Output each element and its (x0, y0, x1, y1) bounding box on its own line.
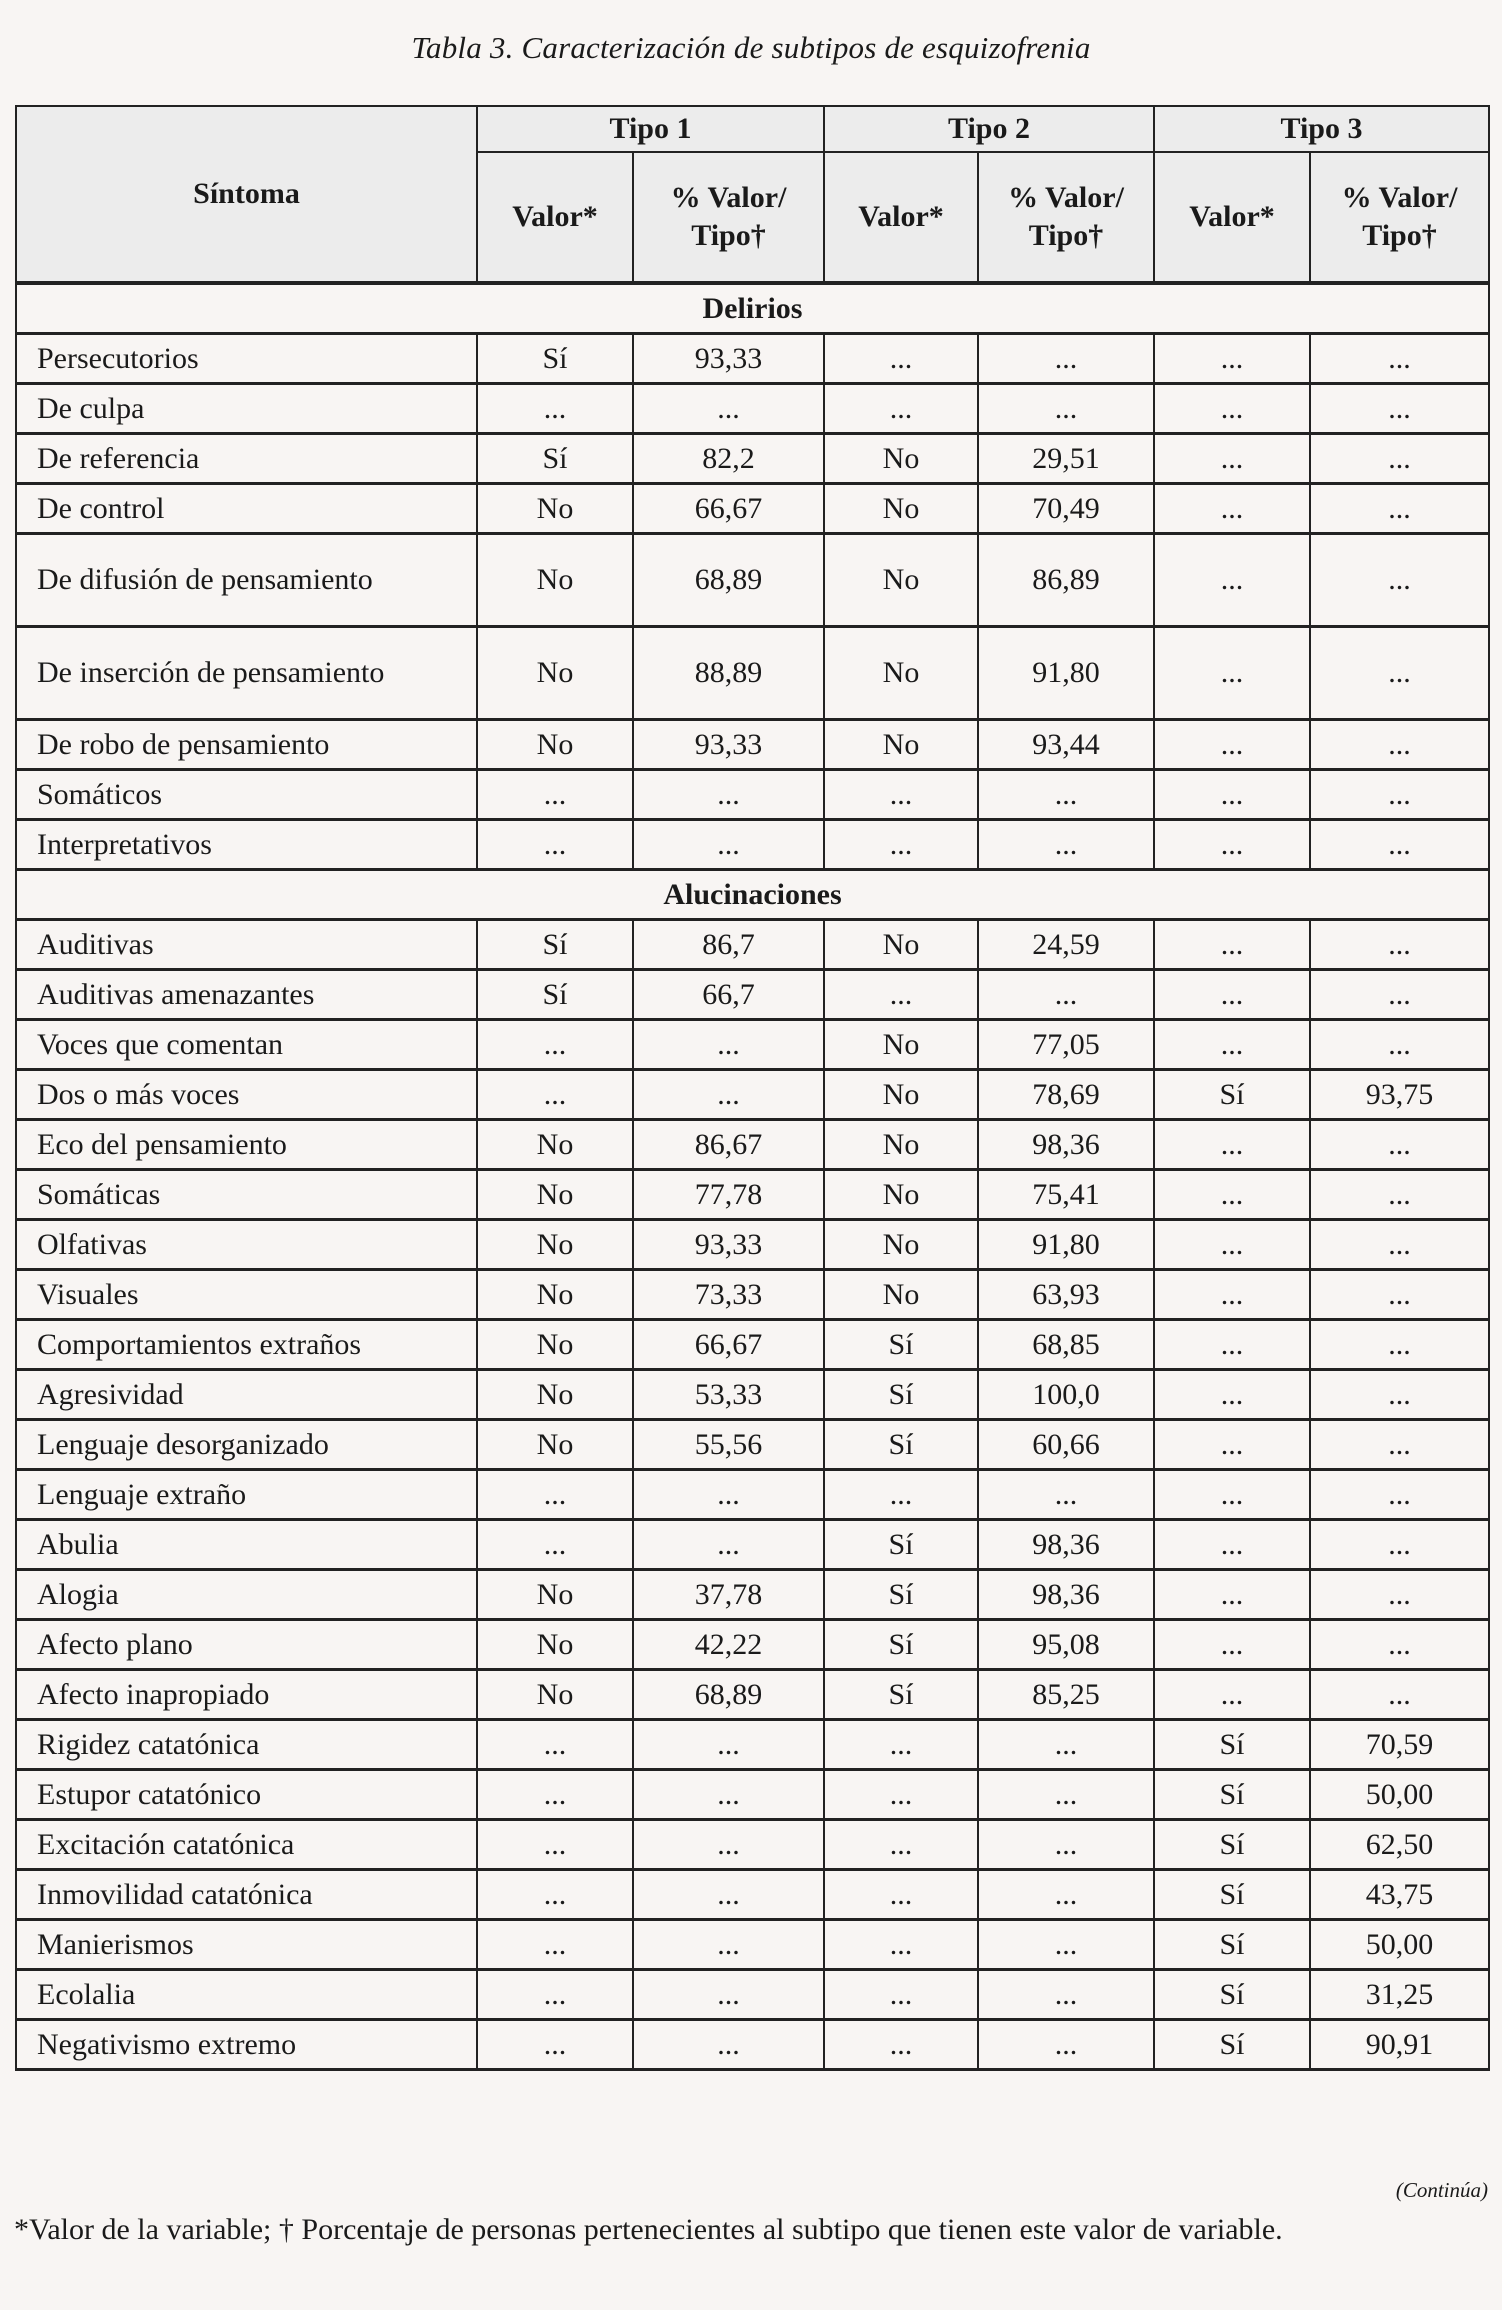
table-row (16, 1920, 1489, 1970)
value-cell-type-3: ... (1154, 1020, 1310, 1070)
table-row (16, 1870, 1489, 1920)
value-cell-type-1: ... (477, 1770, 633, 1820)
symptom-label: Auditivas (16, 920, 477, 970)
value-cell-type-2: No (824, 1120, 978, 1170)
value-cell-type-1: Sí (477, 434, 633, 484)
value-cell-type-1: ... (477, 1520, 633, 1570)
value-cell-type-3: ... (1154, 1170, 1310, 1220)
value-cell-type-2: ... (824, 1820, 978, 1870)
table-row (16, 1220, 1489, 1270)
percent-cell-type-1: 53,33 (633, 1370, 824, 1420)
percent-cell-type-1: 93,33 (633, 334, 824, 384)
value-cell-type-1: ... (477, 770, 633, 820)
percent-cell-type-1: ... (633, 1070, 824, 1120)
table-row (16, 1020, 1489, 1070)
percent-cell-type-3: ... (1310, 920, 1489, 970)
continues-note: (Continúa) (1395, 2178, 1488, 2202)
table-row (16, 627, 1489, 720)
table-row (16, 1370, 1489, 1420)
percent-cell-type-1: ... (633, 2020, 824, 2070)
value-cell-type-3: ... (1154, 1570, 1310, 1620)
value-cell-type-1: No (477, 720, 633, 770)
value-cell-type-1: Sí (477, 970, 633, 1020)
table-row (16, 1420, 1489, 1470)
percent-cell-type-1: 66,7 (633, 970, 824, 1020)
percent-cell-type-1: 37,78 (633, 1570, 824, 1620)
value-cell-type-3: Sí (1154, 1820, 1310, 1870)
percent-cell-type-3: ... (1310, 1270, 1489, 1320)
symptom-label: Estupor catatónico (16, 1770, 477, 1820)
table-row (16, 1170, 1489, 1220)
value-cell-type-2: ... (824, 334, 978, 384)
percent-cell-type-1: ... (633, 770, 824, 820)
percent-cell-type-3: ... (1310, 334, 1489, 384)
percent-cell-type-2: 77,05 (978, 1020, 1154, 1070)
table-row (16, 1670, 1489, 1720)
value-cell-type-2: No (824, 1070, 978, 1120)
value-cell-type-2: Sí (824, 1370, 978, 1420)
symptom-label: Dos o más voces (16, 1070, 477, 1120)
value-cell-type-2: No (824, 1020, 978, 1070)
percent-cell-type-3: ... (1310, 384, 1489, 434)
percent-cell-type-1: 68,89 (633, 534, 824, 627)
percent-cell-type-2: 91,80 (978, 627, 1154, 720)
value-cell-type-2: No (824, 1220, 978, 1270)
symptom-label: Ecolalia (16, 1970, 477, 2020)
percent-cell-type-2: 100,0 (978, 1370, 1154, 1420)
percent-cell-type-1: 77,78 (633, 1170, 824, 1220)
percent-cell-type-3: ... (1310, 484, 1489, 534)
percent-cell-type-1: ... (633, 1820, 824, 1870)
value-cell-type-1: No (477, 1620, 633, 1670)
value-cell-type-3: Sí (1154, 1720, 1310, 1770)
value-cell-type-2: Sí (824, 1570, 978, 1620)
table-title: Tabla 3. Caracterización de subtipos de esquizofrenia (411, 30, 1091, 65)
table-row (16, 434, 1489, 484)
value-cell-type-2: No (824, 1170, 978, 1220)
schizophrenia-subtypes-table (15, 105, 1490, 2071)
percent-cell-type-1: 86,67 (633, 1120, 824, 1170)
percent-cell-type-1: ... (633, 1720, 824, 1770)
value-cell-type-2: Sí (824, 1320, 978, 1370)
table-row (16, 970, 1489, 1020)
percent-cell-type-1: 82,2 (633, 434, 824, 484)
table-row (16, 920, 1489, 970)
symptom-label: Lenguaje desorganizado (16, 1420, 477, 1470)
table-row (16, 484, 1489, 534)
value-cell-type-2: No (824, 720, 978, 770)
value-cell-type-3: ... (1154, 970, 1310, 1020)
symptom-label: Agresividad (16, 1370, 477, 1420)
table-row (16, 384, 1489, 434)
value-cell-type-1: No (477, 1420, 633, 1470)
percent-cell-type-3: ... (1310, 1170, 1489, 1220)
percent-cell-type-1: 66,67 (633, 1320, 824, 1370)
table-row (16, 1820, 1489, 1870)
percent-cell-type-2: ... (978, 970, 1154, 1020)
symptom-label: Excitación catatónica (16, 1820, 477, 1870)
value-cell-type-1: No (477, 484, 633, 534)
symptom-label: Rigidez catatónica (16, 1720, 477, 1770)
symptom-label: Manierismos (16, 1920, 477, 1970)
percent-cell-type-1: ... (633, 384, 824, 434)
header-type-1: Tipo 1 (477, 106, 824, 152)
value-cell-type-2: ... (824, 820, 978, 870)
percent-cell-type-1: 86,7 (633, 920, 824, 970)
percent-cell-type-1: 93,33 (633, 1220, 824, 1270)
percent-cell-type-3: ... (1310, 1470, 1489, 1520)
value-cell-type-2: ... (824, 970, 978, 1020)
symptom-label: Negativismo extremo (16, 2020, 477, 2070)
symptom-label: De referencia (16, 434, 477, 484)
footnote: *Valor de la variable; † Porcentaje de personas pertenecientes al subtipo que tienen este valor de variable. (14, 2213, 1283, 2246)
symptom-label: Afecto plano (16, 1620, 477, 1670)
value-cell-type-1: ... (477, 2020, 633, 2070)
value-cell-type-3: Sí (1154, 1070, 1310, 1120)
percent-cell-type-2: 63,93 (978, 1270, 1154, 1320)
percent-cell-type-2: ... (978, 770, 1154, 820)
percent-cell-type-2: 85,25 (978, 1670, 1154, 1720)
value-cell-type-3: ... (1154, 770, 1310, 820)
header-value: Valor* (1154, 152, 1310, 283)
percent-cell-type-1: 55,56 (633, 1420, 824, 1470)
value-cell-type-2: ... (824, 2020, 978, 2070)
value-cell-type-3: ... (1154, 484, 1310, 534)
percent-cell-type-2: 78,69 (978, 1070, 1154, 1120)
symptom-label: Olfativas (16, 1220, 477, 1270)
value-cell-type-2: Sí (824, 1620, 978, 1670)
value-cell-type-2: No (824, 434, 978, 484)
symptom-label: De inserción de pensamiento (16, 627, 477, 720)
table-row (16, 534, 1489, 627)
percent-cell-type-1: ... (633, 1770, 824, 1820)
table-row (16, 1270, 1489, 1320)
percent-cell-type-1: ... (633, 1020, 824, 1070)
percent-cell-type-3: ... (1310, 534, 1489, 627)
value-cell-type-3: ... (1154, 434, 1310, 484)
value-cell-type-3: ... (1154, 920, 1310, 970)
header-value: Valor* (477, 152, 633, 283)
percent-cell-type-2: 70,49 (978, 484, 1154, 534)
percent-cell-type-3: 70,59 (1310, 1720, 1489, 1770)
value-cell-type-2: Sí (824, 1670, 978, 1720)
percent-cell-type-2: ... (978, 1820, 1154, 1870)
percent-cell-type-1: 73,33 (633, 1270, 824, 1320)
symptom-label: Abulia (16, 1520, 477, 1570)
percent-cell-type-3: ... (1310, 1120, 1489, 1170)
value-cell-type-3: ... (1154, 384, 1310, 434)
value-cell-type-3: ... (1154, 1620, 1310, 1670)
value-cell-type-2: ... (824, 1870, 978, 1920)
percent-cell-type-3: 50,00 (1310, 1920, 1489, 1970)
percent-cell-type-3: 43,75 (1310, 1870, 1489, 1920)
symptom-label: De difusión de pensamiento (16, 534, 477, 627)
percent-cell-type-3: 90,91 (1310, 2020, 1489, 2070)
value-cell-type-1: No (477, 1320, 633, 1370)
value-cell-type-1: No (477, 534, 633, 627)
value-cell-type-2: No (824, 627, 978, 720)
value-cell-type-3: ... (1154, 1220, 1310, 1270)
value-cell-type-1: ... (477, 820, 633, 870)
percent-cell-type-2: 95,08 (978, 1620, 1154, 1670)
percent-cell-type-1: ... (633, 820, 824, 870)
percent-cell-type-2: 68,85 (978, 1320, 1154, 1370)
symptom-label: De control (16, 484, 477, 534)
value-cell-type-3: Sí (1154, 2020, 1310, 2070)
table-row (16, 1770, 1489, 1820)
value-cell-type-1: ... (477, 1920, 633, 1970)
percent-cell-type-1: ... (633, 1920, 824, 1970)
percent-cell-type-3: ... (1310, 1320, 1489, 1370)
value-cell-type-1: ... (477, 1720, 633, 1770)
symptom-label: Inmovilidad catatónica (16, 1870, 477, 1920)
symptom-label: Auditivas amenazantes (16, 970, 477, 1020)
percent-cell-type-3: 50,00 (1310, 1770, 1489, 1820)
value-cell-type-3: ... (1154, 1420, 1310, 1470)
value-cell-type-2: Sí (824, 1520, 978, 1570)
value-cell-type-1: ... (477, 384, 633, 434)
symptom-label: Lenguaje extraño (16, 1470, 477, 1520)
percent-cell-type-2: ... (978, 1720, 1154, 1770)
value-cell-type-3: ... (1154, 1120, 1310, 1170)
value-cell-type-2: No (824, 534, 978, 627)
symptom-label: Voces que comentan (16, 1020, 477, 1070)
value-cell-type-2: No (824, 1270, 978, 1320)
table-row (16, 770, 1489, 820)
section-heading: Delirios (16, 283, 1489, 334)
percent-cell-type-1: ... (633, 1870, 824, 1920)
percent-cell-type-2: 86,89 (978, 534, 1154, 627)
table-row (16, 334, 1489, 384)
value-cell-type-2: ... (824, 770, 978, 820)
percent-cell-type-1: ... (633, 1470, 824, 1520)
percent-cell-type-1: 88,89 (633, 627, 824, 720)
percent-cell-type-1: ... (633, 1520, 824, 1570)
percent-cell-type-3: ... (1310, 770, 1489, 820)
percent-cell-type-1: ... (633, 1970, 824, 2020)
value-cell-type-3: ... (1154, 1520, 1310, 1570)
value-cell-type-2: ... (824, 1920, 978, 1970)
percent-cell-type-3: 93,75 (1310, 1070, 1489, 1120)
value-cell-type-2: No (824, 484, 978, 534)
symptom-label: Comportamientos extraños (16, 1320, 477, 1370)
table-row (16, 1620, 1489, 1670)
table-row (16, 720, 1489, 770)
table-row (16, 1520, 1489, 1570)
table-row (16, 1470, 1489, 1520)
value-cell-type-1: Sí (477, 334, 633, 384)
symptom-label: De robo de pensamiento (16, 720, 477, 770)
percent-cell-type-2: 93,44 (978, 720, 1154, 770)
value-cell-type-2: Sí (824, 1420, 978, 1470)
percent-cell-type-3: ... (1310, 1520, 1489, 1570)
header-value: Valor* (824, 152, 978, 283)
value-cell-type-1: No (477, 1220, 633, 1270)
value-cell-type-1: ... (477, 1970, 633, 2020)
value-cell-type-1: Sí (477, 920, 633, 970)
value-cell-type-3: ... (1154, 334, 1310, 384)
percent-cell-type-2: ... (978, 820, 1154, 870)
table-body (16, 283, 1489, 2070)
table-row (16, 1320, 1489, 1370)
value-cell-type-2: ... (824, 384, 978, 434)
value-cell-type-1: No (477, 1570, 633, 1620)
table-row (16, 1570, 1489, 1620)
percent-cell-type-3: ... (1310, 820, 1489, 870)
value-cell-type-3: Sí (1154, 1770, 1310, 1820)
percent-cell-type-2: ... (978, 1920, 1154, 1970)
value-cell-type-3: ... (1154, 1670, 1310, 1720)
percent-cell-type-2: ... (978, 2020, 1154, 2070)
symptom-label: Eco del pensamiento (16, 1120, 477, 1170)
value-cell-type-2: ... (824, 1720, 978, 1770)
symptom-label: De culpa (16, 384, 477, 434)
percent-cell-type-2: ... (978, 334, 1154, 384)
percent-cell-type-2: 98,36 (978, 1120, 1154, 1170)
value-cell-type-3: ... (1154, 1370, 1310, 1420)
percent-cell-type-3: ... (1310, 970, 1489, 1020)
percent-cell-type-2: ... (978, 1870, 1154, 1920)
value-cell-type-1: ... (477, 1870, 633, 1920)
percent-cell-type-3: ... (1310, 1420, 1489, 1470)
header-percent: % Valor/ Tipo† (978, 152, 1154, 283)
percent-cell-type-2: 98,36 (978, 1520, 1154, 1570)
value-cell-type-1: No (477, 1370, 633, 1420)
value-cell-type-1: No (477, 1120, 633, 1170)
value-cell-type-1: No (477, 1670, 633, 1720)
percent-cell-type-3: ... (1310, 434, 1489, 484)
table-row (16, 1120, 1489, 1170)
percent-cell-type-1: 42,22 (633, 1620, 824, 1670)
value-cell-type-1: ... (477, 1020, 633, 1070)
percent-cell-type-3: ... (1310, 1220, 1489, 1270)
percent-cell-type-3: ... (1310, 1670, 1489, 1720)
percent-cell-type-2: 75,41 (978, 1170, 1154, 1220)
percent-cell-type-3: ... (1310, 1370, 1489, 1420)
percent-cell-type-1: 66,67 (633, 484, 824, 534)
value-cell-type-1: No (477, 1170, 633, 1220)
percent-cell-type-3: ... (1310, 627, 1489, 720)
percent-cell-type-3: 62,50 (1310, 1820, 1489, 1870)
value-cell-type-3: ... (1154, 627, 1310, 720)
symptom-label: Visuales (16, 1270, 477, 1320)
value-cell-type-3: ... (1154, 1470, 1310, 1520)
value-cell-type-1: No (477, 1270, 633, 1320)
table-row (16, 820, 1489, 870)
percent-cell-type-3: ... (1310, 1570, 1489, 1620)
table-row (16, 1070, 1489, 1120)
value-cell-type-1: No (477, 627, 633, 720)
percent-cell-type-2: 24,59 (978, 920, 1154, 970)
value-cell-type-3: ... (1154, 1270, 1310, 1320)
value-cell-type-2: ... (824, 1470, 978, 1520)
percent-cell-type-3: ... (1310, 1020, 1489, 1070)
percent-cell-type-2: ... (978, 1770, 1154, 1820)
value-cell-type-3: Sí (1154, 1970, 1310, 2020)
percent-cell-type-1: 68,89 (633, 1670, 824, 1720)
symptom-label: Afecto inapropiado (16, 1670, 477, 1720)
value-cell-type-3: Sí (1154, 1870, 1310, 1920)
percent-cell-type-3: ... (1310, 1620, 1489, 1670)
percent-cell-type-2: ... (978, 384, 1154, 434)
percent-cell-type-2: 29,51 (978, 434, 1154, 484)
percent-cell-type-2: 91,80 (978, 1220, 1154, 1270)
symptom-label: Somáticos (16, 770, 477, 820)
percent-cell-type-1: 93,33 (633, 720, 824, 770)
table-row (16, 2020, 1489, 2070)
value-cell-type-3: ... (1154, 534, 1310, 627)
symptom-label: Somáticas (16, 1170, 477, 1220)
value-cell-type-3: Sí (1154, 1920, 1310, 1970)
percent-cell-type-3: ... (1310, 720, 1489, 770)
value-cell-type-1: ... (477, 1820, 633, 1870)
header-type-2: Tipo 2 (824, 106, 1154, 152)
header-type-3: Tipo 3 (1154, 106, 1489, 152)
symptom-label: Persecutorios (16, 334, 477, 384)
table-row (16, 1720, 1489, 1770)
percent-cell-type-2: 98,36 (978, 1570, 1154, 1620)
value-cell-type-3: ... (1154, 1320, 1310, 1370)
value-cell-type-3: ... (1154, 720, 1310, 770)
value-cell-type-3: ... (1154, 820, 1310, 870)
table-row (16, 1970, 1489, 2020)
header-symptom: Síntoma (16, 106, 477, 283)
value-cell-type-1: ... (477, 1470, 633, 1520)
section-heading: Alucinaciones (16, 870, 1489, 920)
symptom-label: Alogia (16, 1570, 477, 1620)
value-cell-type-2: No (824, 920, 978, 970)
percent-cell-type-2: 60,66 (978, 1420, 1154, 1470)
value-cell-type-2: ... (824, 1970, 978, 2020)
header-percent: % Valor/ Tipo† (633, 152, 824, 283)
symptom-label: Interpretativos (16, 820, 477, 870)
section-row (16, 870, 1489, 920)
header-percent: % Valor/ Tipo† (1310, 152, 1489, 283)
percent-cell-type-2: ... (978, 1470, 1154, 1520)
value-cell-type-2: ... (824, 1770, 978, 1820)
value-cell-type-1: ... (477, 1070, 633, 1120)
percent-cell-type-3: 31,25 (1310, 1970, 1489, 2020)
percent-cell-type-2: ... (978, 1970, 1154, 2020)
section-row (16, 283, 1489, 334)
